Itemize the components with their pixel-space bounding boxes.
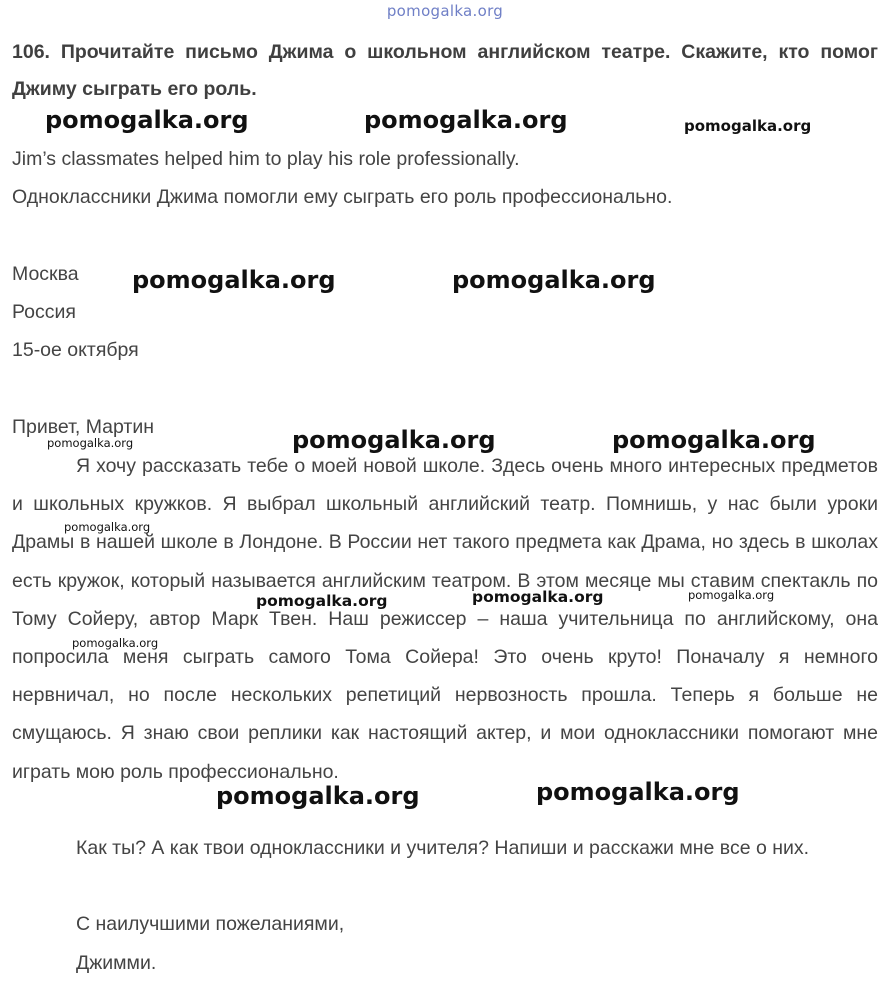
letter-date: 15-ое октября	[12, 339, 139, 361]
letter-country: Россия	[12, 301, 76, 323]
answer-russian: Одноклассники Джима помогли ему сыграть его роль профессионально.	[12, 186, 673, 208]
watermark: pomogalka.org	[364, 106, 568, 134]
task-title: 106. Прочитайте письмо Джима о школьном английском театре. Скажите, кто помог Джиму сыграть его роль.	[12, 41, 878, 100]
watermark: pomogalka.org	[472, 588, 604, 606]
watermark: pomogalka.org	[72, 636, 159, 650]
watermark: pomogalka.org	[452, 266, 656, 294]
watermark: pomogalka.org	[536, 778, 740, 806]
watermark: pomogalka.org	[47, 436, 134, 450]
letter-paragraph-1: Я хочу рассказать тебе о моей новой школе. Здесь очень много интересных предметов и школьных кружков. Я выбрал школьный английский театр. Помнишь, у нас были уроки Драмы в нашей школе в Лондоне. В России нет такого предмета как Драма, но здесь в школах есть кружок, который называется английским театром. В этом месяце мы ставим спектакль по Тому Сойеру, автор Марк Твен. Наш режиссер – наша учительница по английскому, она попросила меня сыграть самого Тома Сойера! Это очень круто! Поначалу я немного нервничал, но после нескольких репетиций нервозность прошла. Теперь я больше не смущаюсь. Я знаю свои реплики как настоящий актер, и мои одноклассники помогают мне играть мою роль профессионально.	[12, 455, 878, 783]
watermark: pomogalka.org	[256, 592, 388, 610]
answer-english: Jim’s classmates helped him to play his role professionally.	[12, 148, 520, 170]
watermark: pomogalka.org	[132, 266, 336, 294]
letter-paragraph-2: Как ты? А как твои одноклассники и учителя? Напиши и расскажи мне все о них.	[76, 837, 810, 859]
top-watermark: pomogalka.org	[386, 2, 504, 20]
letter-signature: Джимми.	[76, 952, 157, 974]
watermark: pomogalka.org	[684, 117, 812, 135]
letter-greeting: Привет, Мартин	[12, 416, 155, 438]
letter-closing: С наилучшими пожеланиями,	[76, 913, 345, 935]
watermark: pomogalka.org	[688, 588, 775, 602]
watermark: pomogalka.org	[292, 426, 496, 454]
letter-city: Москва	[12, 263, 79, 285]
watermark: pomogalka.org	[216, 782, 420, 810]
watermark: pomogalka.org	[64, 520, 151, 534]
watermark: pomogalka.org	[45, 106, 249, 134]
watermark: pomogalka.org	[612, 426, 816, 454]
